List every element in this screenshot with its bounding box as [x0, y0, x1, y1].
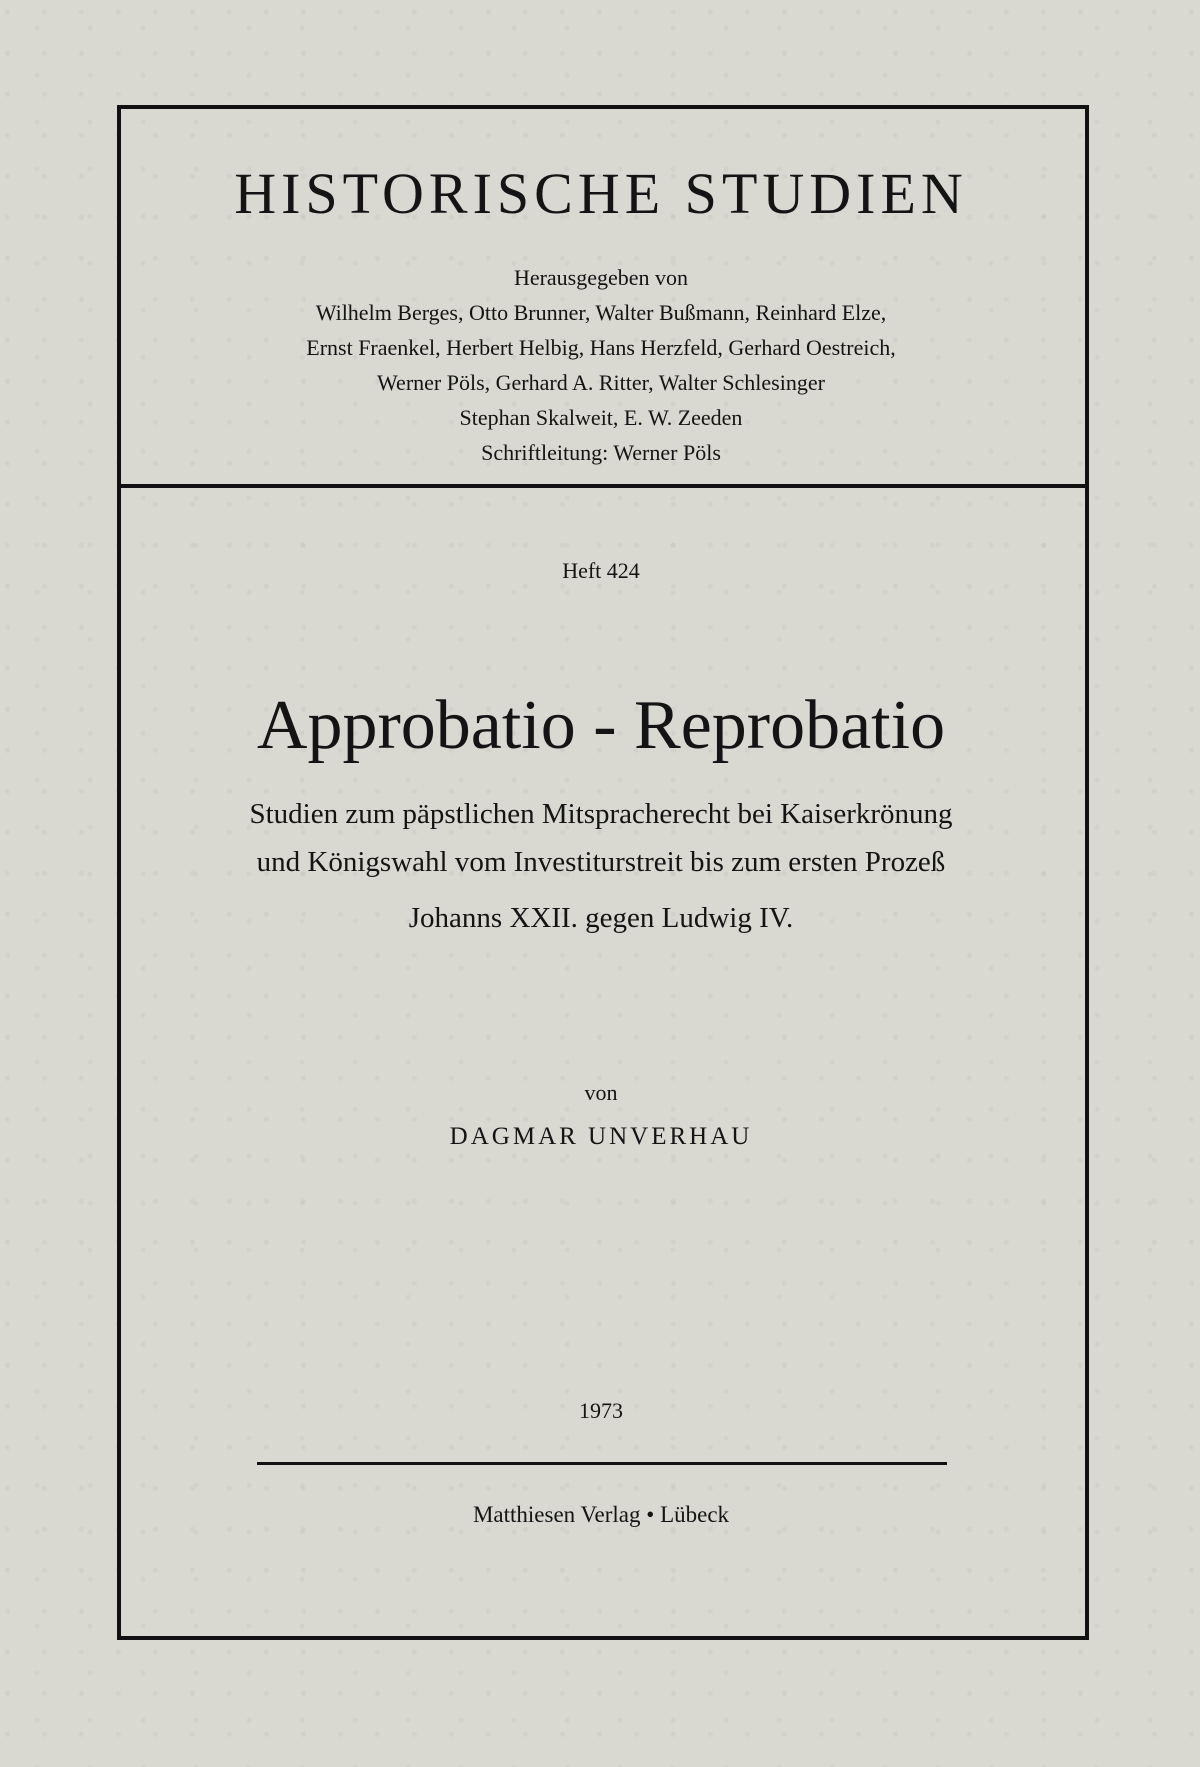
- publisher: Matthiesen Verlag • Lübeck: [472, 1502, 730, 1527]
- book-title: Approbatio - Reprobatio: [256, 687, 946, 764]
- issue-number: Heft 424: [562, 558, 640, 583]
- author-name: DAGMAR UNVERHAU: [449, 1123, 753, 1150]
- subtitle-line: Johanns XXII. gegen Ludwig IV.: [408, 902, 794, 934]
- subtitle-line: und Königswahl vom Investiturstreit bis zum ersten Prozeß: [256, 846, 946, 878]
- series-title: HISTORISCHE STUDIEN: [234, 161, 968, 226]
- editors-line: Wilhelm Berges, Otto Brunner, Walter Bußmann, Reinhard Elze,: [315, 300, 887, 325]
- editors-intro: Herausgegeben von: [513, 265, 689, 290]
- header-divider: [117, 484, 1085, 488]
- subtitle-line: Studien zum päpstlichen Mitspracherecht bei Kaiserkrönung: [249, 798, 953, 830]
- by-label: von: [584, 1080, 618, 1105]
- publication-year: 1973: [579, 1398, 623, 1423]
- editors-line: Werner Pöls, Gerhard A. Ritter, Walter Schlesinger: [377, 370, 825, 395]
- managing-editor: Schriftleitung: Werner Pöls: [481, 440, 721, 465]
- footer-rule: [257, 1462, 947, 1465]
- editors-line: Stephan Skalweit, E. W. Zeeden: [459, 405, 743, 430]
- editors-line: Ernst Fraenkel, Herbert Helbig, Hans Herzfeld, Gerhard Oestreich,: [306, 335, 896, 360]
